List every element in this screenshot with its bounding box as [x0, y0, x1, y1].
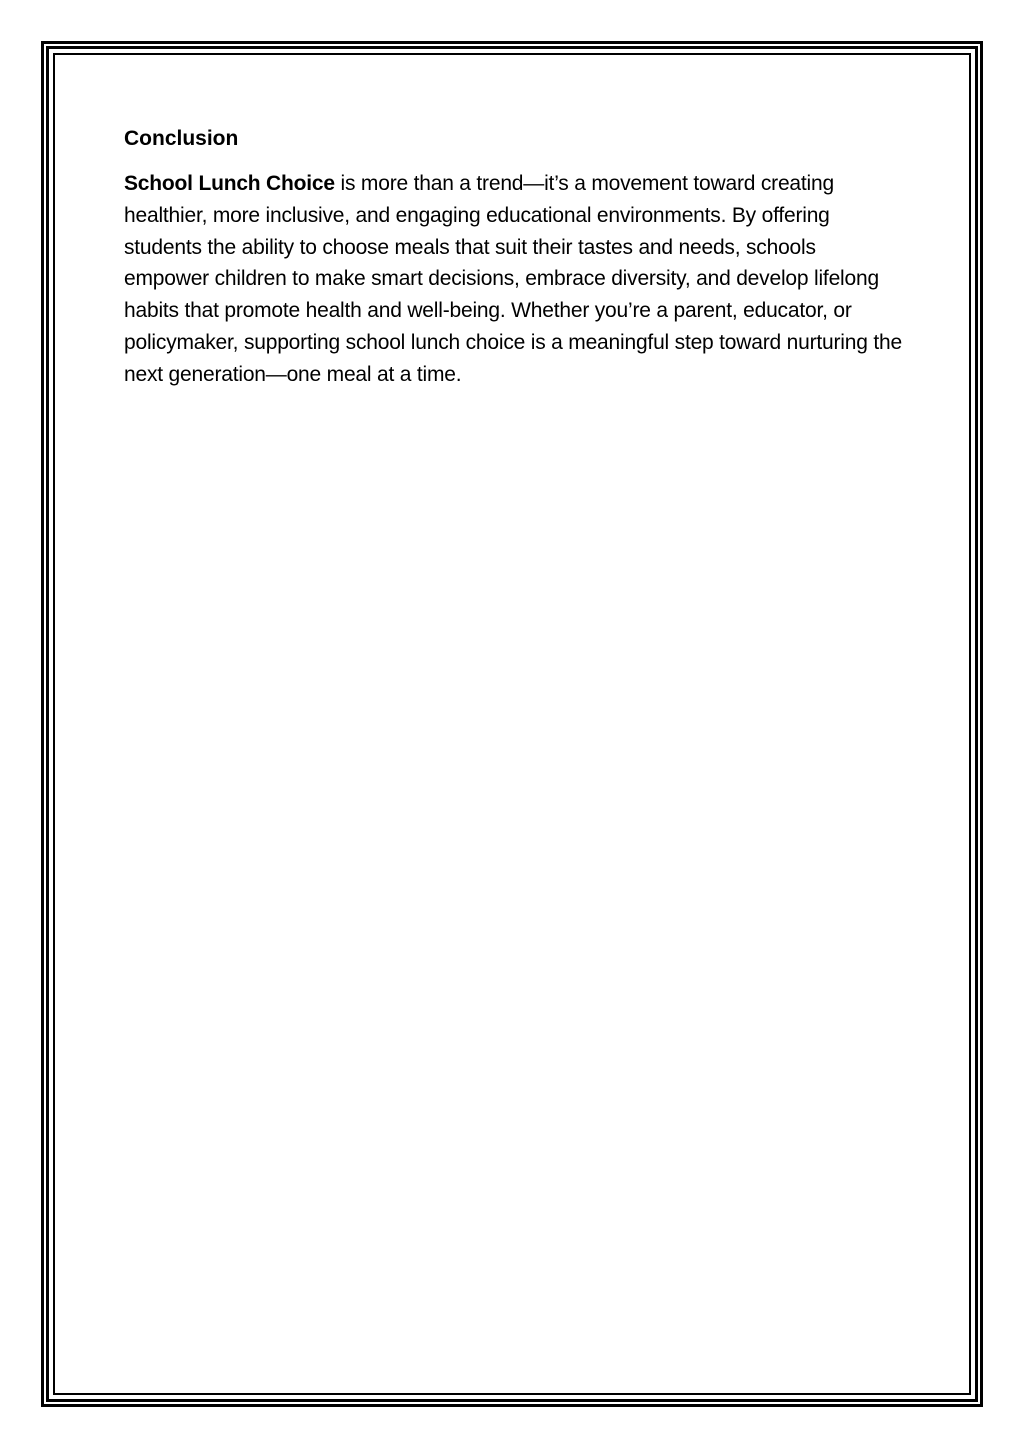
- paragraph-body-text: is more than a trend—it’s a movement toward creating healthier, more inclusive, and engaging educational environments. By offering students the ability to choose meals that suit their tastes and needs, schools empower children to make smart decisions, embrace diversity, and develop lifelong habits that promote health and well-being. Whether you’re a parent, educator, or policymaker, supporting school lunch choice is a meaningful step toward nurturing the next generation—one meal at a time.: [124, 172, 902, 386]
- conclusion-paragraph: [124, 168, 904, 391]
- document-body: [124, 124, 904, 391]
- section-heading: Conclusion: [124, 127, 239, 150]
- paragraph-lead-bold: School Lunch Choice: [124, 172, 335, 195]
